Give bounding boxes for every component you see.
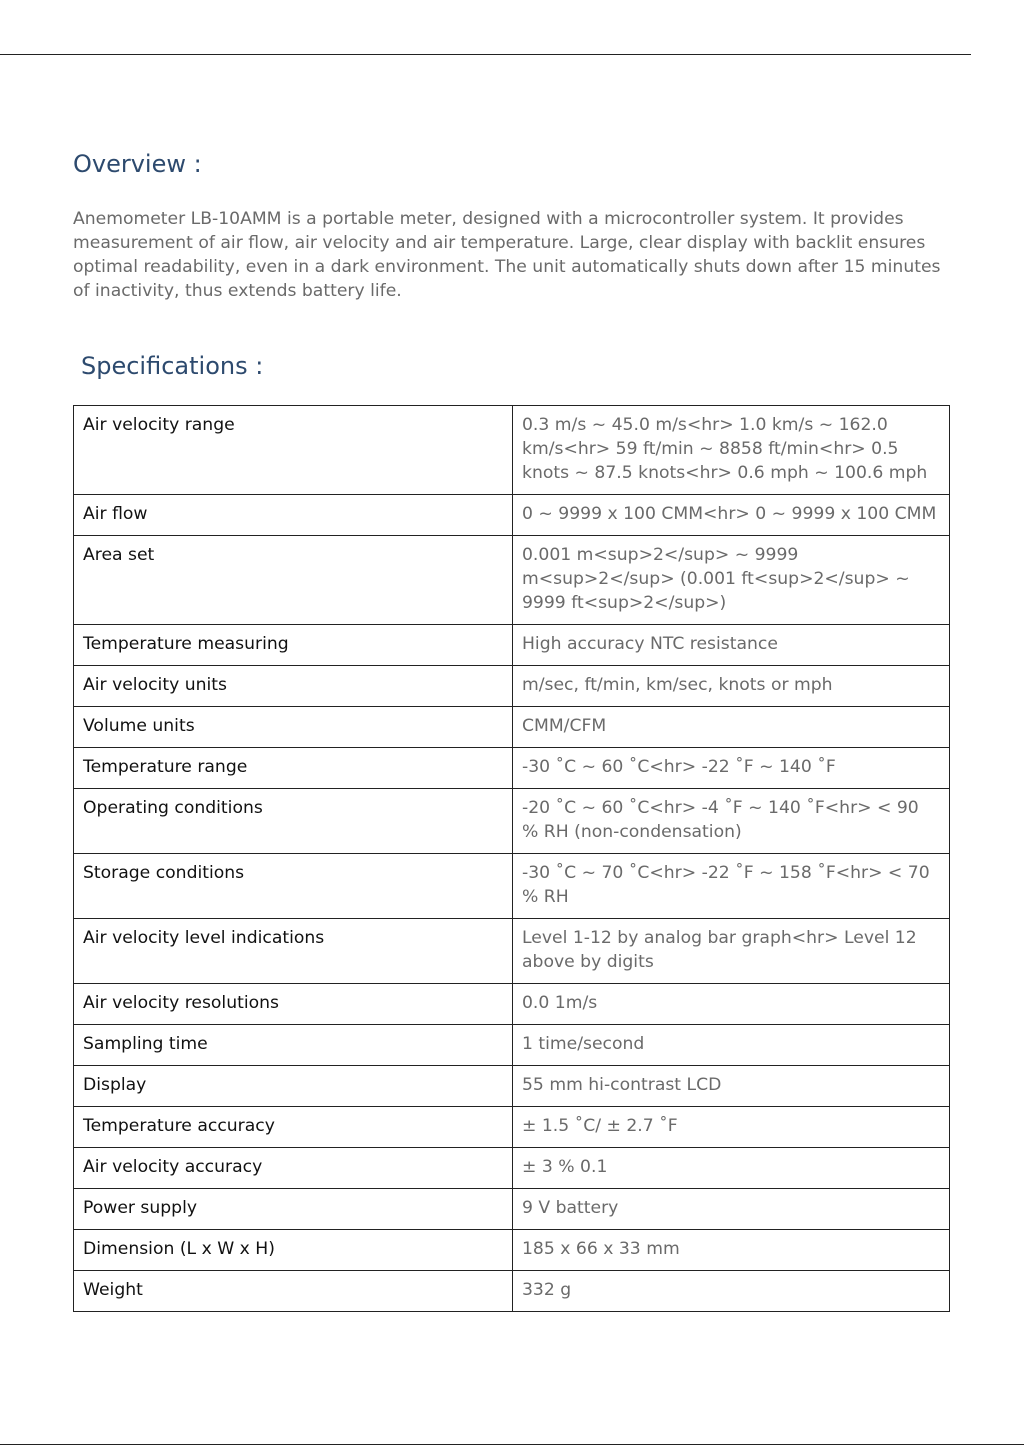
table-row — [74, 854, 950, 919]
spec-label: Weight — [74, 1271, 513, 1312]
spec-value: 185 x 66 x 33 mm — [513, 1230, 950, 1271]
table-row — [74, 1107, 950, 1148]
specifications-heading: Specifications : — [81, 352, 264, 380]
table-row — [74, 1148, 950, 1189]
spec-value: 55 mm hi-contrast LCD — [513, 1066, 950, 1107]
table-row — [74, 1025, 950, 1066]
top-divider — [0, 54, 971, 55]
spec-value: 0.3 m/s ~ 45.0 m/s<hr> 1.0 km/s ~ 162.0 km/s<hr> 59 ft/min ~ 8858 ft/min<hr> 0.5 knots ~ 87.5 knots<hr> 0.6 mph ~ 100.6 mph — [513, 406, 950, 495]
spec-value: -30 ˚C ~ 70 ˚C<hr> -22 ˚F ~ 158 ˚F<hr> < 70 % RH — [513, 854, 950, 919]
spec-label: Air velocity units — [74, 666, 513, 707]
bottom-divider — [0, 1444, 1024, 1445]
spec-value: 0 ~ 9999 x 100 CMM<hr> 0 ~ 9999 x 100 CMM — [513, 495, 950, 536]
spec-label: Area set — [74, 536, 513, 625]
spec-label: Air velocity level indications — [74, 919, 513, 984]
spec-label: Air velocity accuracy — [74, 1148, 513, 1189]
table-row — [74, 707, 950, 748]
spec-value: 9 V battery — [513, 1189, 950, 1230]
table-row — [74, 789, 950, 854]
spec-label: Volume units — [74, 707, 513, 748]
spec-label: Display — [74, 1066, 513, 1107]
spec-value: 0.0 1m/s — [513, 984, 950, 1025]
table-row — [74, 495, 950, 536]
spec-value: -30 ˚C ~ 60 ˚C<hr> -22 ˚F ~ 140 ˚F — [513, 748, 950, 789]
spec-value: High accuracy NTC resistance — [513, 625, 950, 666]
spec-value: -20 ˚C ~ 60 ˚C<hr> -4 ˚F ~ 140 ˚F<hr> < 90 % RH (non-condensation) — [513, 789, 950, 854]
spec-value: Level 1-12 by analog bar graph<hr> Level 12 above by digits — [513, 919, 950, 984]
table-row — [74, 748, 950, 789]
specifications-table — [73, 405, 950, 1312]
spec-value: CMM/CFM — [513, 707, 950, 748]
spec-label: Sampling time — [74, 1025, 513, 1066]
spec-value: ± 3 % 0.1 — [513, 1148, 950, 1189]
table-row — [74, 536, 950, 625]
spec-label: Air velocity range — [74, 406, 513, 495]
table-row — [74, 1271, 950, 1312]
overview-paragraph: Anemometer LB-10AMM is a portable meter, designed with a microcontroller system. It provides measurement of air flow, air velocity and air temperature. Large, clear display with backlit ensures optimal readability, even in a dark environment. The unit automatically shuts down after 15 minutes of inactivity, thus extends battery life. — [73, 209, 941, 301]
table-row — [74, 1189, 950, 1230]
spec-value: ± 1.5 ˚C/ ± 2.7 ˚F — [513, 1107, 950, 1148]
table-row — [74, 919, 950, 984]
overview-heading: Overview : — [73, 150, 202, 178]
spec-label: Storage conditions — [74, 854, 513, 919]
spec-label: Air velocity resolutions — [74, 984, 513, 1025]
spec-value: m/sec, ft/min, km/sec, knots or mph — [513, 666, 950, 707]
table-row — [74, 1066, 950, 1107]
spec-value: 1 time/second — [513, 1025, 950, 1066]
table-row — [74, 1230, 950, 1271]
table-row — [74, 406, 950, 495]
spec-value: 332 g — [513, 1271, 950, 1312]
spec-label: Temperature range — [74, 748, 513, 789]
spec-label: Dimension (L x W x H) — [74, 1230, 513, 1271]
table-row — [74, 984, 950, 1025]
spec-value: 0.001 m<sup>2</sup> ~ 9999 m<sup>2</sup> (0.001 ft<sup>2</sup> ~ 9999 ft<sup>2</sup>) — [513, 536, 950, 625]
spec-label: Power supply — [74, 1189, 513, 1230]
spec-label: Air flow — [74, 495, 513, 536]
table-row — [74, 625, 950, 666]
spec-label: Temperature measuring — [74, 625, 513, 666]
spec-label: Operating conditions — [74, 789, 513, 854]
spec-label: Temperature accuracy — [74, 1107, 513, 1148]
table-row — [74, 666, 950, 707]
